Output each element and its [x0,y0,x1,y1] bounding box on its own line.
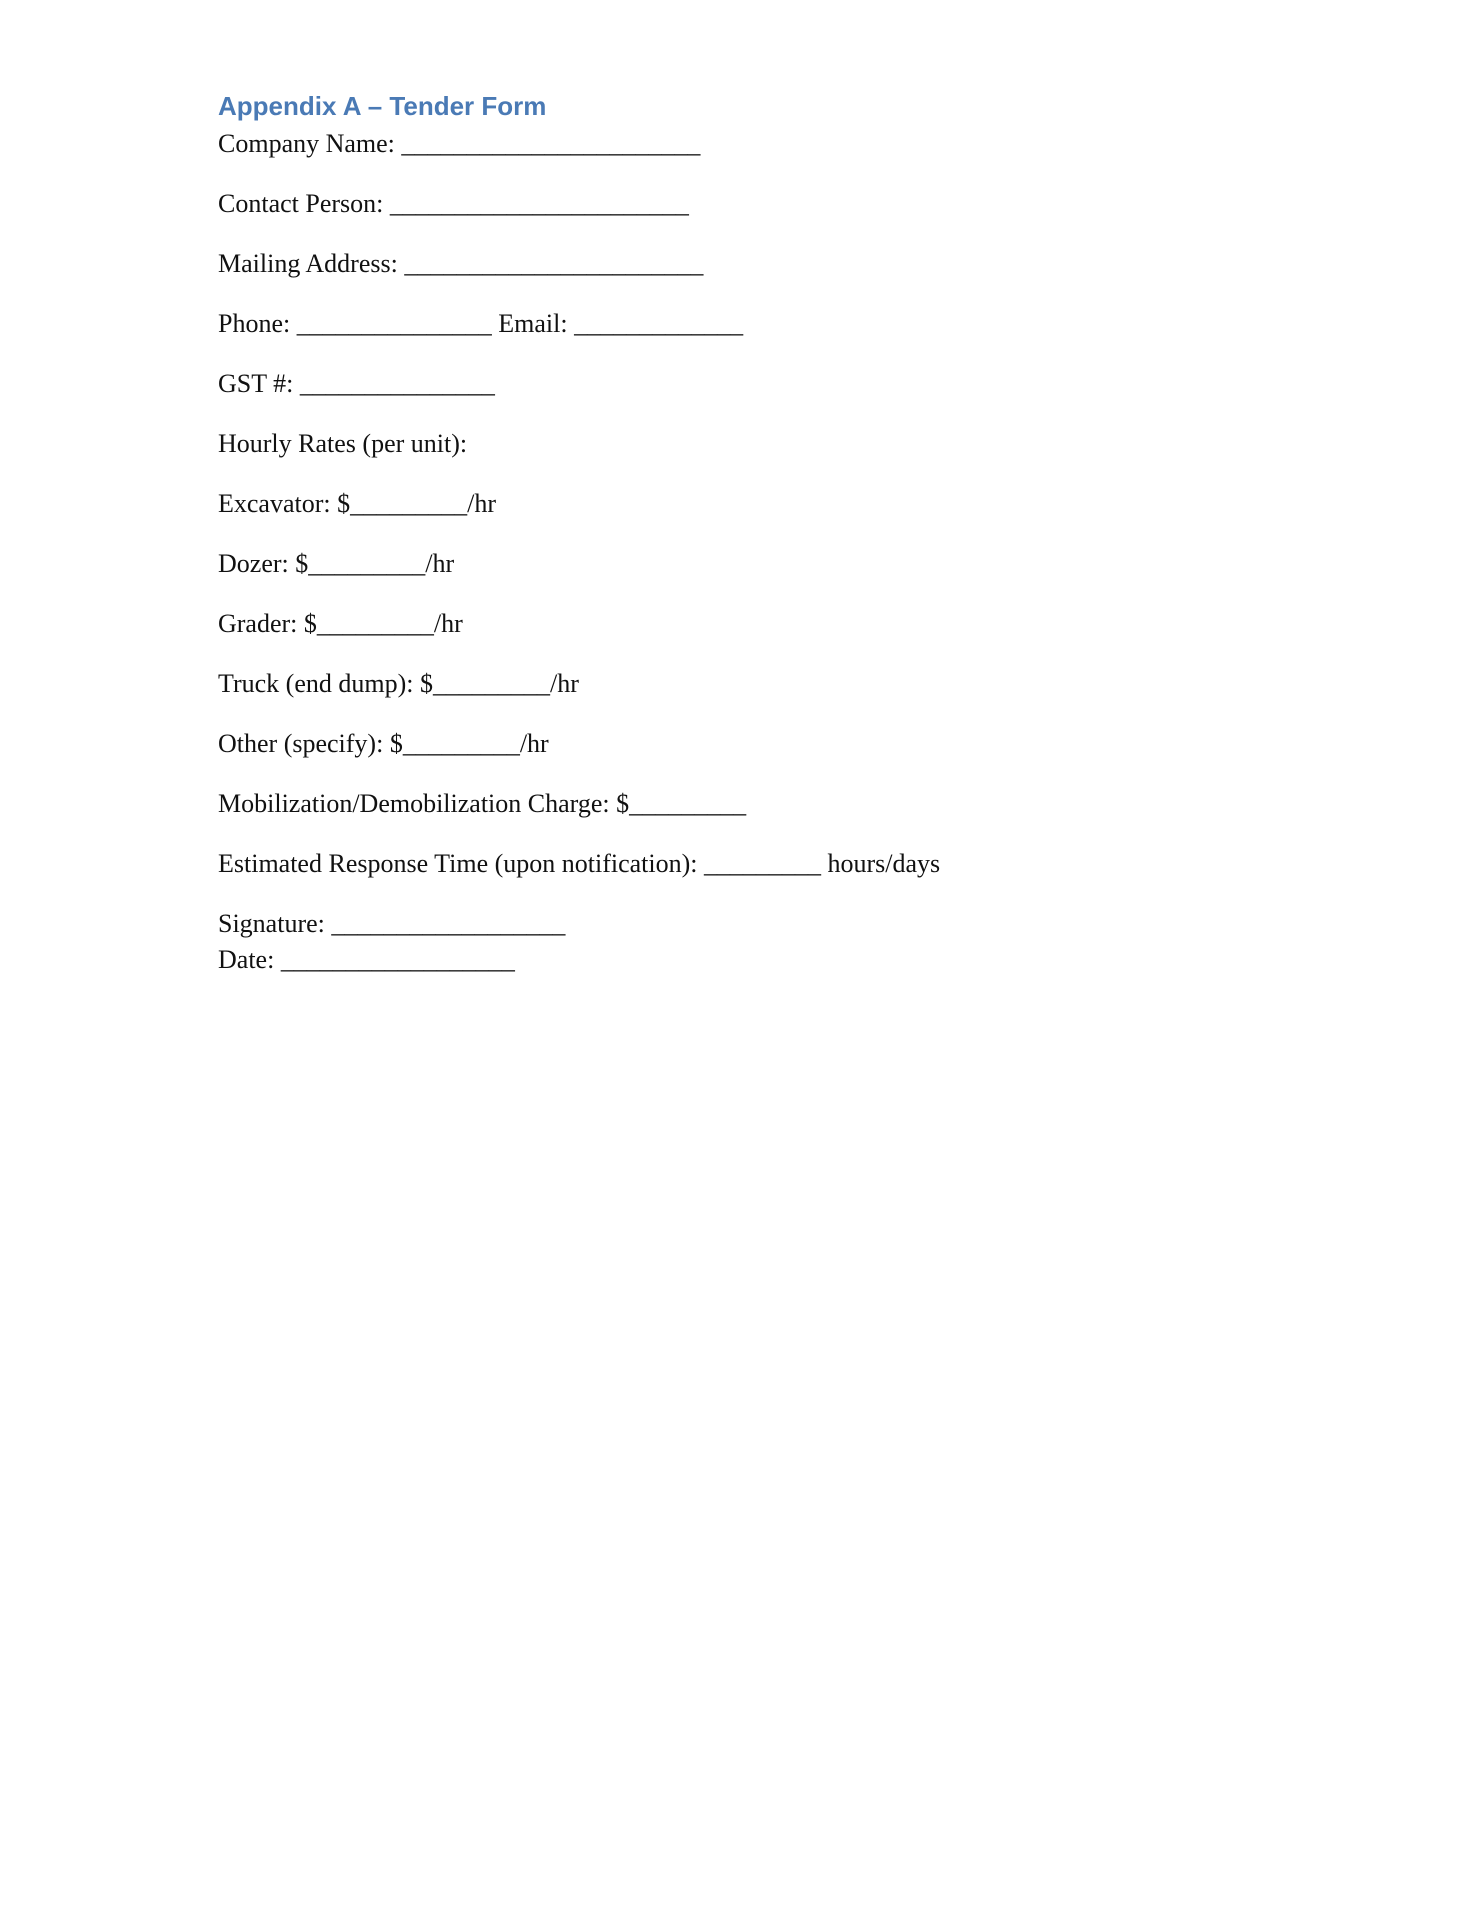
date-row [218,942,1318,978]
dozer-label: Dozer: $ [218,549,309,578]
dozer-suffix: /hr [425,549,455,578]
other-label: Other (specify): $ [218,729,403,758]
response-time-label: Estimated Response Time (upon notification): [218,849,698,878]
mobilization-row [218,786,1318,822]
company-name-row [218,126,1318,162]
response-time-row [218,846,1318,882]
signature-label: Signature: [218,909,325,938]
phone-blank: _______________ [296,309,492,338]
truck-label: Truck (end dump): $ [218,669,433,698]
company-name-blank: _______________________ [401,129,701,158]
email-label: Email: [498,309,568,338]
grader-label: Grader: $ [218,609,317,638]
signature-blank: __________________ [331,909,566,938]
mobilization-label: Mobilization/Demobilization Charge: $ [218,789,630,818]
company-name-label: Company Name: [218,129,395,158]
truck-blank: _________ [432,669,550,698]
response-time-blank: _________ [704,849,822,878]
phone-email-row [218,306,1318,342]
truck-suffix: /hr [549,669,579,698]
grader-blank: _________ [316,609,434,638]
excavator-row [218,486,1318,522]
contact-person-label: Contact Person: [218,189,384,218]
dozer-blank: _________ [308,549,426,578]
excavator-blank: _________ [350,489,468,518]
gst-row [218,366,1318,402]
mobilization-blank: _________ [629,789,747,818]
phone-label: Phone: [218,309,291,338]
grader-row [218,606,1318,642]
contact-person-row [218,186,1318,222]
page-title: Appendix A – Tender Form [218,91,547,121]
other-row [218,726,1318,762]
email-blank: _____________ [574,309,744,338]
response-time-suffix: hours/days [827,849,941,878]
dozer-row [218,546,1318,582]
grader-suffix: /hr [433,609,463,638]
excavator-suffix: /hr [467,489,496,518]
other-suffix: /hr [519,729,549,758]
gst-blank: _______________ [299,369,495,398]
mailing-address-row [218,246,1318,282]
excavator-label: Excavator: $ [218,489,351,518]
mailing-address-blank: _______________________ [404,249,704,278]
truck-row [218,666,1318,702]
mailing-address-label: Mailing Address: [218,249,398,278]
gst-label: GST #: [218,369,294,398]
other-blank: _________ [402,729,520,758]
date-label: Date: [218,945,275,974]
contact-person-blank: _______________________ [389,189,689,218]
date-blank: __________________ [280,945,515,974]
signature-row [218,906,1318,942]
hourly-rates-heading: Hourly Rates (per unit): [218,429,468,458]
tender-form [218,88,1318,978]
